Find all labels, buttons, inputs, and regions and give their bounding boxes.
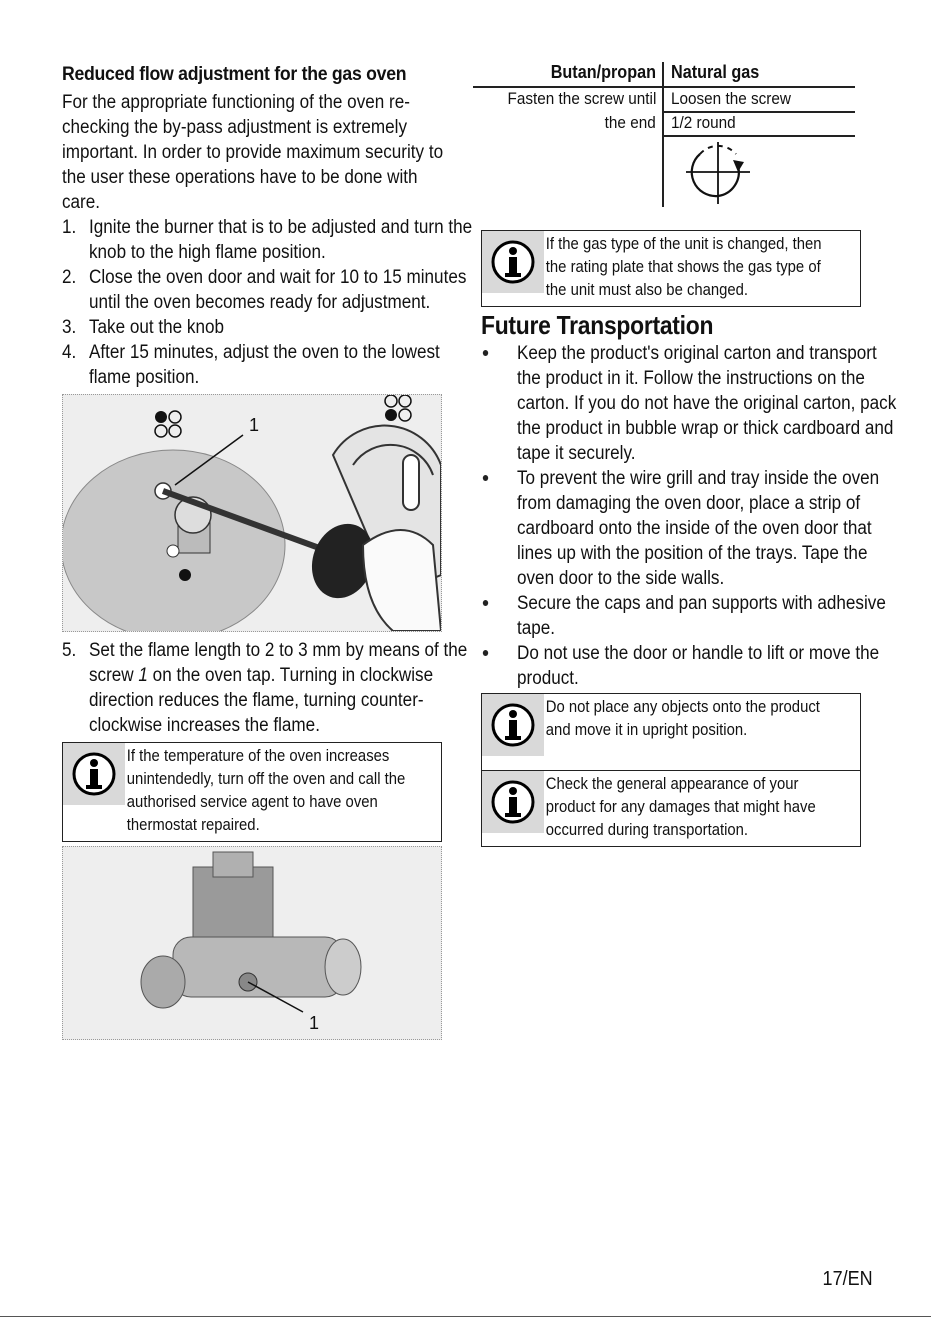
- note-damage-check: [482, 771, 860, 846]
- note-gas-type: [481, 230, 861, 307]
- list-item: To prevent the wire grill and tray inside the oven from damaging the oven door, place a strip of cardboard onto the inside of the oven door that lines up with the position of the trays. Tape the oven door to the side walls.: [481, 466, 904, 591]
- list-item: Do not use the door or handle to lift or move the product.: [481, 641, 904, 691]
- figure-knob-adjustment: [62, 394, 442, 632]
- section-heading-reduced-flow: Reduced flow adjustment for the gas oven: [62, 64, 407, 85]
- info-icon: [63, 743, 125, 805]
- figure-callout-1: 1: [309, 1013, 320, 1033]
- bottom-divider: [0, 1316, 931, 1317]
- note-damage-check-text: Check the general appearance of your product for any damages that might have occurred during transportation.: [545, 775, 816, 839]
- table-rule-3: [662, 135, 855, 137]
- oven-tap-illustration: [63, 847, 441, 1039]
- transport-bullet-list: [481, 341, 897, 691]
- note-temperature-text: If the temperature of the oven increases unintendedly, turn off the oven and call the authorised service agent to have oven thermostat repaired.: [126, 747, 406, 834]
- left-column: [62, 62, 473, 1040]
- transport-notes-box: [481, 693, 861, 847]
- list-item: Keep the product's original carton and transport the product in it. Follow the instructions on the carton. If you do not have the original carton, pack the product in bubble wrap or thick cardboard and tape it securely.: [481, 341, 904, 466]
- page-number: 17/EN: [822, 1268, 873, 1290]
- cell-natural-line1: Loosen the screw: [671, 89, 791, 108]
- note-temperature: [62, 742, 442, 842]
- info-icon: [482, 694, 544, 756]
- list-item: Secure the caps and pan supports with adhesive tape.: [481, 591, 904, 641]
- cell-natural-line2: 1/2 round: [671, 113, 736, 132]
- right-column: [481, 230, 897, 847]
- cell-butan-line2: the end: [604, 113, 656, 132]
- step-5-list: [62, 638, 468, 738]
- step-item-3: 3. Take out the knob: [62, 317, 224, 338]
- note-gas-type-text: If the gas type of the unit is changed, then the rating plate that shows the gas type of the unit must also be changed.: [545, 235, 822, 299]
- note-upright: [482, 694, 860, 771]
- step-item-4: 4. After 15 minutes, adjust the oven to the lowest flame position.: [62, 342, 440, 388]
- info-icon: [482, 231, 544, 293]
- rotate-half-turn-icon: [678, 138, 758, 208]
- section-heading-future-transportation: Future Transportation: [481, 310, 714, 340]
- step-item-1: 1. Ignite the burner that is to be adjusted and turn the knob to the high flame position.: [62, 217, 473, 263]
- column-header-natural-gas: Natural gas: [671, 62, 760, 82]
- figure-oven-tap: [62, 846, 442, 1040]
- column-header-butan: Butan/propan: [550, 62, 656, 82]
- figure-callout-1: 1: [249, 415, 260, 435]
- note-upright-text: Do not place any objects onto the product and move it in upright position.: [545, 698, 820, 739]
- steps-list: [62, 215, 473, 390]
- gas-type-table: [473, 62, 855, 212]
- step-item-5: 5. Set the flame length to 2 to 3 mm by means of the screw 1 on the oven tap. Turning in clockwise direction reduces the flame, turning counter-clockwise increases the flame.: [62, 640, 468, 736]
- intro-paragraph: For the appropriate functioning of the oven re-checking the by-pass adjustment is extremely important. In order to provide maximum security to the user these operations have to be done with care.: [62, 92, 444, 213]
- info-icon: [482, 771, 544, 833]
- cell-butan-line1: Fasten the screw until: [507, 89, 656, 108]
- step-item-2: 2. Close the oven door and wait for 10 to 15 minutes until the oven becomes ready for adjustment.: [62, 267, 467, 313]
